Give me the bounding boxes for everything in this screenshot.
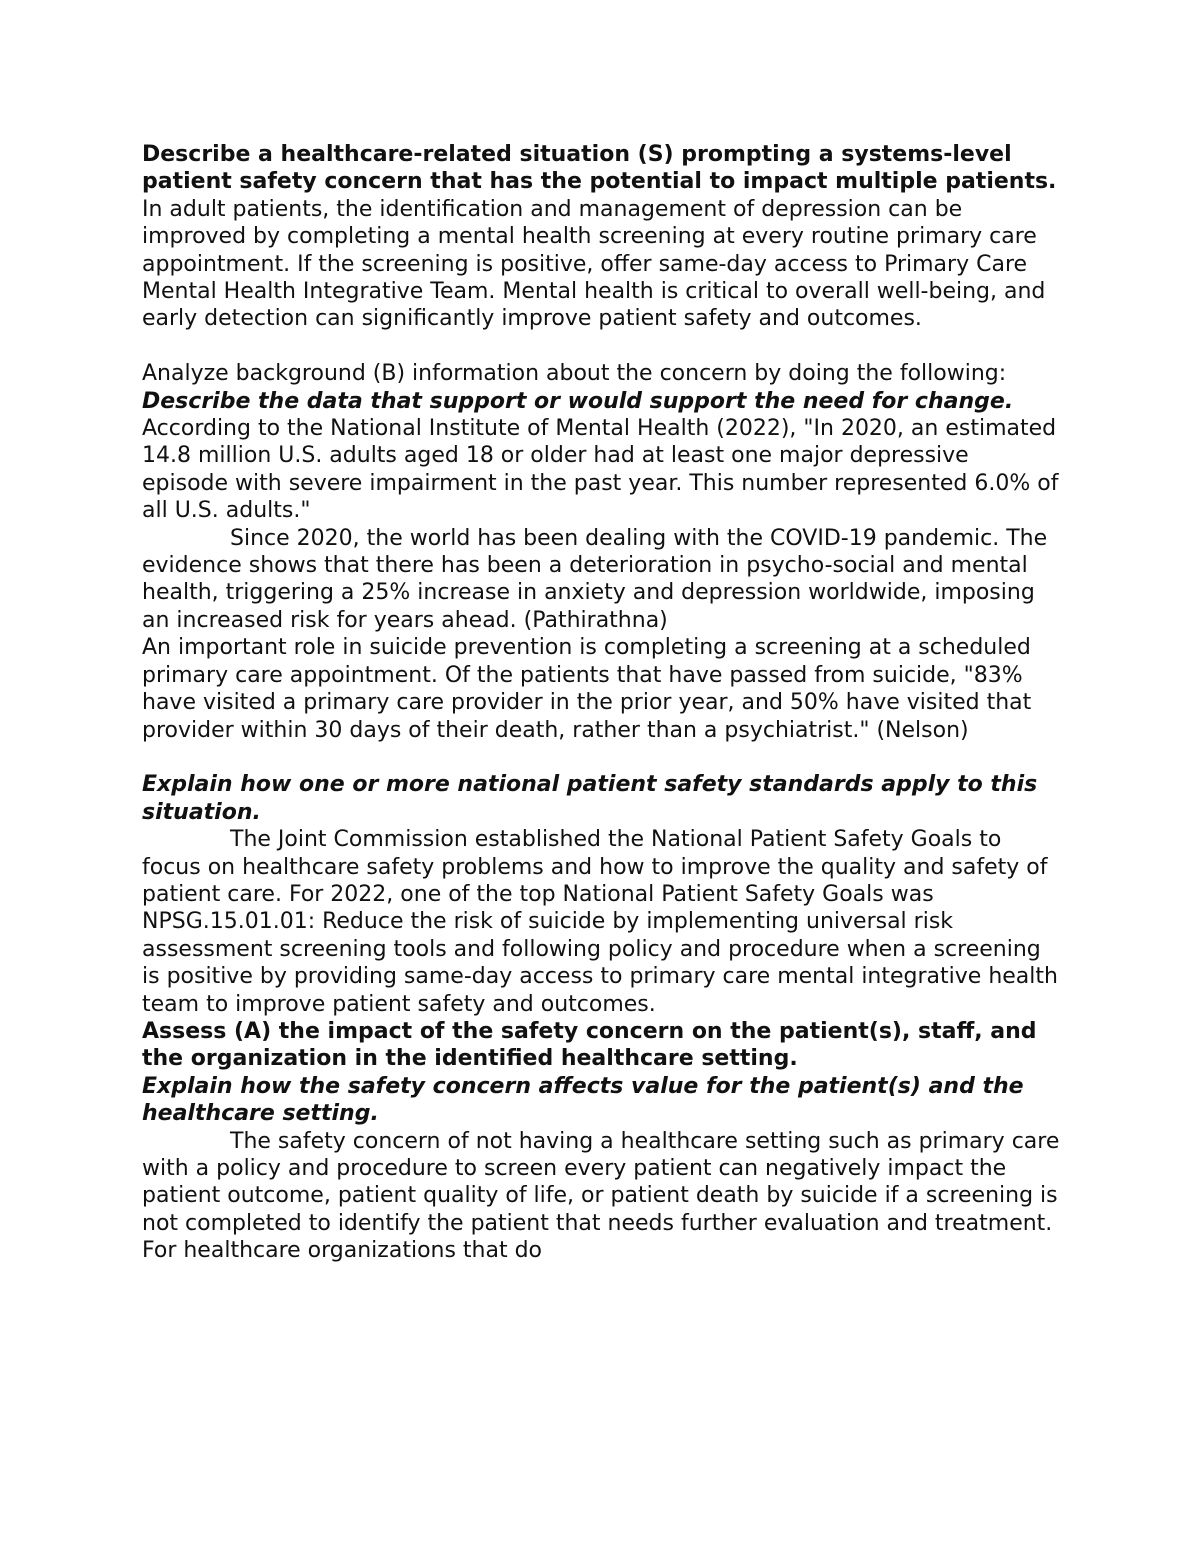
- heading-situation: Describe a healthcare-related situation (S) prompting a systems-level patient safety concern that has the potential to impact multiple patients.: [142, 142, 1057, 195]
- paragraph-situation: In adult patients, the identification and management of depression can be improved by completing a mental health screening at every routine primary care appointment. If the screening is positive, offer same-day access to Primary Care Mental Health Integrative Team. Mental health is critical to overall well-being, and early detection can significantly improve patient safety and outcomes.: [142, 196, 1046, 332]
- heading-standards: Explain how one or more national patient safety standards apply to this situation.: [142, 772, 1038, 825]
- paragraph-covid: Since 2020, the world has been dealing with the COVID-19 pandemic. The evidence shows that there has been a deterioration in psycho-social and mental health, triggering a 25% increase in anxiety and depression worldwide, imposing an increased risk for years ahead. (Pathirathna): [142, 525, 1048, 633]
- heading-value: Explain how the safety concern affects value for the patient(s) and the healthcare setting.: [142, 1073, 1024, 1127]
- heading-data: Describe the data that support or would support the need for change.: [142, 388, 1014, 414]
- paragraph-joint-commission: The Joint Commission established the National Patient Safety Goals to focus on healthcare safety problems and how to improve the quality and safety of patient care. For 2022, one of the top National Patient Safety Goals was NPSG.15.01.01: Reduce the risk of suicide by implementing universal risk assessment screening tools and following policy and procedure when a screening is positive by providing same-day access to primary care mental integrative health team to improve patient safety and outcomes.: [142, 827, 1058, 1017]
- paragraph-value: The safety concern of not having a healthcare setting such as primary care with a policy and procedure to screen every patient can negatively impact the patient outcome, patient quality of life, or patient death by suicide if a screening is not completed to identify the patient that needs further evaluation and treatment. For healthcare organizations that do: [142, 1128, 1060, 1264]
- heading-assess: Assess (A) the impact of the safety concern on the patient(s), staff, and the organization in the identified healthcare setting.: [142, 1018, 1037, 1072]
- paragraph-nimh: According to the National Institute of Mental Health (2022), "In 2020, an estimated 14.8 million U.S. adults aged 18 or older had at least one major depressive episode with severe impairment in the past year. This number represented 6.0% of all U.S. adults.": [142, 416, 1059, 524]
- document-page: [142, 141, 1060, 1265]
- background-intro: Analyze background (B) information about the concern by doing the following:: [142, 361, 1007, 387]
- paragraph-suicide: An important role in suicide prevention is completing a screening at a scheduled primary care appointment. Of the patients that have passed from suicide, "83% have visited a primary care provider in the prior year, and 50% have visited that provider within 30 days of their death, rather than a psychiatrist." (Nelson): [142, 635, 1032, 743]
